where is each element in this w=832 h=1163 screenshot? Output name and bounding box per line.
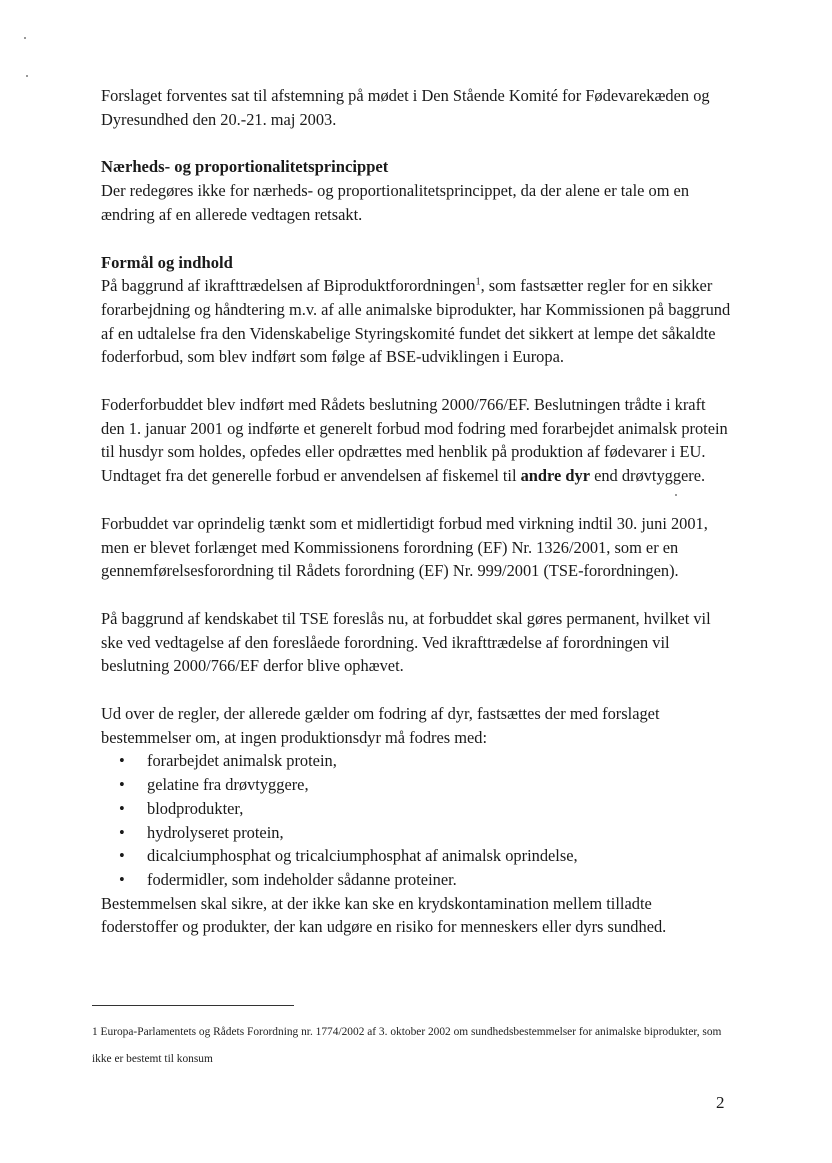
list-item <box>119 821 731 845</box>
paragraph-vote: Forslaget forventes sat til afstemning på mødet i Den Stående Komité for Fødevarekæden og Dyresundhed den 20.-21. maj 2003. <box>101 86 710 129</box>
list-item-text: blodprodukter, <box>147 798 244 818</box>
list-item <box>119 749 731 773</box>
text-before-footnote: På baggrund af ikrafttrædelsen af Biproduktforordningen <box>101 276 476 296</box>
bold-text: andre dyr <box>520 466 590 486</box>
bullet-icon: • <box>119 846 125 866</box>
paragraph-feed-ban <box>101 393 731 488</box>
paragraph-permanent-ban: På baggrund af kendskabet til TSE foreslås nu, at forbuddet skal gøres permanent, hvilket vil ske ved vedtagelse af den foreslåede forordning. Ved ikrafttrædelse af forordningen vil beslutning 2000/766/EF derfor blive ophævet. <box>101 608 711 676</box>
section-text: Der redegøres ikke for nærheds- og proportionalitetsprincippet, da der alene er tale om en ændring af en allerede vedtagen retsakt. <box>101 181 690 224</box>
section-text <box>101 274 731 369</box>
text-segment: Foderforbuddet blev indført med Rådets beslutning 2000/766/EF. Beslutningen trådte i kraft den 1. januar 2001 og indførte et generelt forbud mod fodring med forarbejdet animalsk protein til husdyr som holdes, opfedes eller opdrættes med henblik på produktion af fødevarer i EU. Undtaget fra det generelle forbud er anvendelsen af fiskemel til <box>101 395 728 486</box>
text-after-footnote: , som fastsætter regler for en sikker forarbejdning og håndtering m.v. af alle animalske biprodukter, har Kommissionen på baggrund af en udtalelse fra den Videnskabelige Styringskomité fundet det sikkert at lempe det såkaldte foderforbud, som blev indført som følge af BSE-udviklingen i Europa. <box>101 276 731 367</box>
list-item <box>119 868 731 892</box>
scan-speck <box>24 37 26 39</box>
footnote: 1 Europa-Parlamentets og Rådets Forordning nr. 1774/2002 af 3. oktober 2002 om sundhedsbestemmelser for animalske biprodukter, som ikke er bestemt til konsum <box>92 1026 722 1065</box>
footnote-divider <box>92 1005 294 1006</box>
list-item <box>119 773 731 797</box>
section-heading: Formål og indhold <box>101 252 233 272</box>
section-subsidiarity <box>101 155 731 226</box>
section-heading: Nærheds- og proportionalitetsprincippet <box>101 157 389 177</box>
paragraph-temporary-ban: Forbuddet var oprindelig tænkt som et midlertidigt forbud med virkning indtil 30. juni 2001, men er blevet forlænget med Kommissionens forordning (EF) Nr. 1326/2001, som er en gennemførelsesforordning til Rådets forordning (EF) Nr. 999/2001 (TSE-forordningen). <box>101 513 708 581</box>
list-item-text: gelatine fra drøvtyggere, <box>147 775 309 795</box>
section-purpose <box>101 251 731 370</box>
paragraph-rules-intro: Ud over de regler, der allerede gælder om fodring af dyr, fastsættes der med forslaget bestemmelser om, at ingen produktionsdyr må fodres med: <box>101 704 660 747</box>
paragraph-closing: Bestemmelsen skal sikre, at der ikke kan ske en krydskontamination mellem tilladte foderstoffer og produkter, der kan udgøre en risiko for menneskers eller dyrs sundhed. <box>101 893 667 937</box>
scan-speck <box>26 75 28 77</box>
list-item <box>119 797 731 821</box>
bullet-icon: • <box>119 751 125 771</box>
text-segment: end drøvtyggere. <box>589 466 706 486</box>
bullet-list <box>101 749 731 891</box>
bullet-icon: • <box>119 822 125 842</box>
bullet-icon: • <box>119 798 125 818</box>
footnote-reference: 1 <box>475 276 481 288</box>
list-item-text: fodermidler, som indeholder sådanne proteiner. <box>147 869 457 889</box>
page-number: 2 <box>716 1093 725 1112</box>
bullet-icon: • <box>119 775 125 795</box>
list-item-text: forarbejdet animalsk protein, <box>147 751 337 771</box>
page-body <box>101 84 731 939</box>
list-item-text: hydrolyseret protein, <box>147 822 284 842</box>
bullet-icon: • <box>119 869 125 889</box>
list-item <box>119 844 731 868</box>
list-item-text: dicalciumphosphat og tricalciumphosphat af animalsk oprindelse, <box>147 846 578 866</box>
